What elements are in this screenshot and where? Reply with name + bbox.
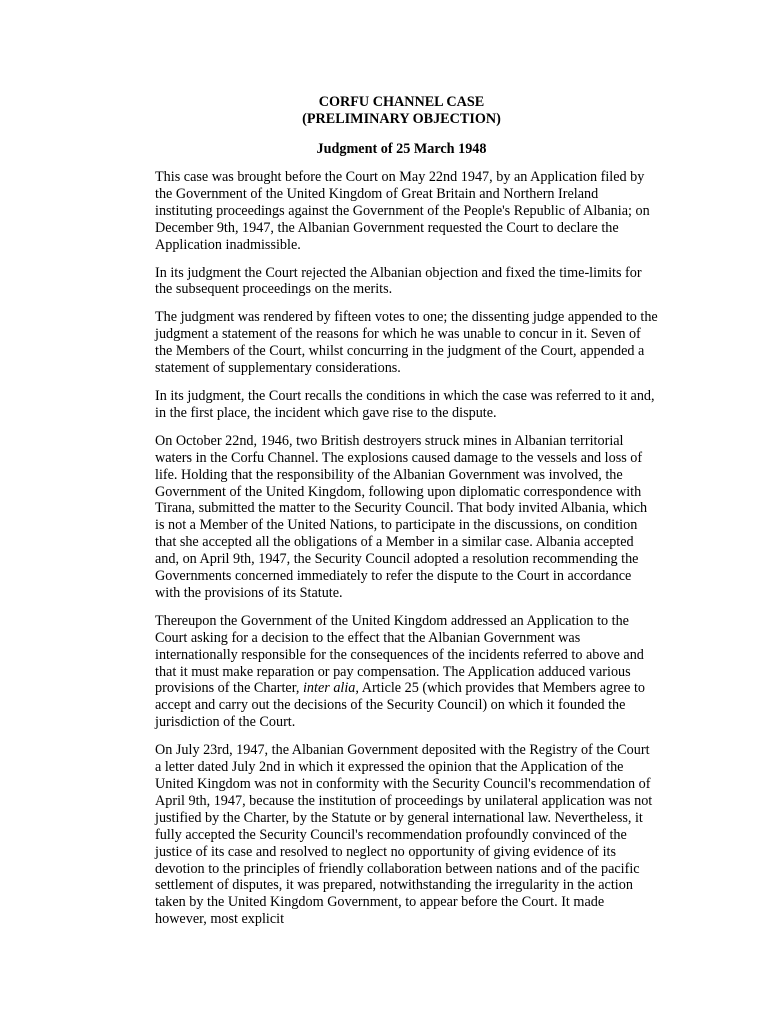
case-title-line-2: (PRELIMINARY OBJECTION) xyxy=(302,111,501,127)
paragraph-6-text-end: Article 25 (which provides that Members agree to accept and carry out the decisions of the Security Council) on which it founded the jurisdiction of the Court. xyxy=(155,680,645,731)
paragraph-6 xyxy=(155,613,658,731)
paragraph-1: This case was brought before the Court on May 22nd 1947, by an Application filed by the Government of the United Kingdom of Great Britain and Northern Ireland instituting proceedings against the Government of the People's Republic of Albania; on December 9th, 1947, the Albanian Government requested the Court to declare the Application inadmissible. xyxy=(155,169,650,253)
paragraph-2: In its judgment the Court rejected the Albanian objection and fixed the time-limits for the subsequent proceedings on the merits. xyxy=(155,264,642,298)
paragraph-3: The judgment was rendered by fifteen votes to one; the dissenting judge appended to the judgment a statement of the reasons for which he was unable to concur in it. Seven of the Members of the Court, whilst concurring in the judgment of the Court, appended a statement of supplementary considerations. xyxy=(155,309,658,377)
paragraph-5: On October 22nd, 1946, two British destroyers struck mines in Albanian territorial waters in the Corfu Channel. The explosions caused damage to the vessels and loss of life. Holding that the responsibility of the Albanian Government was involved, the Government of the United Kingdom, following upon diplomatic correspondence with Tirana, submitted the matter to the Security Council. That body invited Albania, which is not a Member of the United Nations, to participate in the discussions, on condition that she accepted all the obligations of a Member in a similar case. Albania accepted and, on April 9th, 1947, the Security Council adopted a resolution recommending the Governments concerned immediately to refer the dispute to the Court in accordance with the provisions of its Statute. xyxy=(155,432,648,601)
paragraph-4: In its judgment, the Court recalls the conditions in which the case was referred to it and, in the first place, the incident which gave rise to the dispute. xyxy=(155,387,655,421)
paragraph-6-italic-phrase: inter alia, xyxy=(302,680,359,697)
paragraph-6-text-start: Thereupon the Government of the United Kingdom addressed an Application to the Court asking for a decision to the effect that the Albanian Government was internationally responsible for the consequences of the incidents referred to above and that it must make reparation or pay compensation. The Application adduced various provisions of the Charter, xyxy=(155,612,644,697)
paragraph-7: On July 23rd, 1947, the Albanian Government deposited with the Registry of the Court a letter dated July 2nd in which it expressed the opinion that the Application of the United Kingdom was not in conformity with the Security Council's recommendation of April 9th, 1947, because the institution of proceedings by unilateral application was not justified by the Charter, by the Statute or by general international law. Nevertheless, it fully accepted the Security Council's recommendation profoundly convinced of the justice of its case and resolved to neglect no opportunity of giving evidence of its devotion to the principles of friendly collaboration between nations and of the pacific settlement of disputes, it was prepared, notwithstanding the irregularity in the action taken by the United Kingdom Government, to appear before the Court. It made however, most explicit xyxy=(155,742,653,928)
case-title xyxy=(155,94,658,128)
case-title-line-1: CORFU CHANNEL CASE xyxy=(318,94,485,110)
judgment-date-heading: Judgment of 25 March 1948 xyxy=(316,141,487,157)
